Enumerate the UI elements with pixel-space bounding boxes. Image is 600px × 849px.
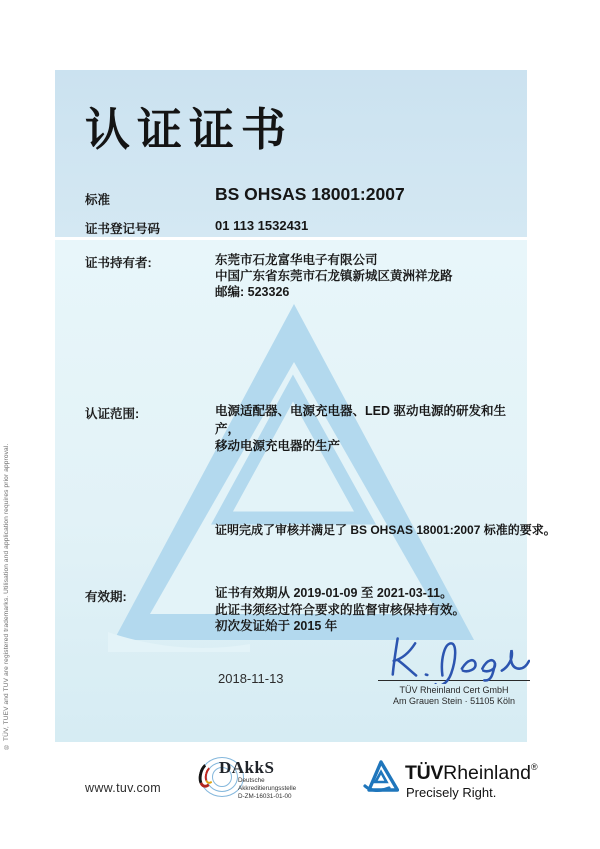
scope-line-2: 移动电源充电器的生产 [215, 439, 341, 453]
signer-organization: TÜV Rheinland Cert GmbH [399, 685, 509, 695]
validity-label: 有效期: [85, 590, 127, 604]
holder-label: 证书持有者: [85, 256, 152, 270]
registration-number-label: 证书登记号码 [85, 222, 161, 236]
signer-address: Am Grauen Stein · 51105 Köln [393, 696, 515, 706]
registered-mark: ® [530, 762, 538, 772]
validity-line-2: 此证书须经过符合要求的监督审核保持有效。 [215, 602, 466, 617]
registration-number-value: 01 113 1532431 [215, 218, 309, 233]
signature-line [378, 680, 530, 681]
holder-address: 中国广东省东莞市石龙镇新城区黄洲祥龙路 [215, 269, 453, 283]
tuv-tagline: Precisely Right. [406, 785, 497, 800]
standard-value: BS OHSAS 18001:2007 [215, 184, 405, 204]
validity-block [215, 585, 530, 635]
dakks-line-1: Deutsche [238, 777, 265, 784]
validity-line-3: 初次发证始于 2015 年 [215, 619, 338, 633]
scope-block [215, 403, 530, 456]
validity-line-1: 证书有效期从 2019-01-09 至 2021-03-11。 [215, 586, 453, 600]
audit-statement: 证明完成了审核并满足了 BS OHSAS 18001:2007 标准的要求。 [215, 523, 556, 537]
holder-block [215, 252, 525, 300]
tuv-brand-rest: Rheinland [443, 762, 531, 784]
dakks-line-3: D-ZM-16031-01-00 [238, 793, 292, 800]
tuv-website: www.tuv.com [85, 781, 161, 795]
tuv-triangle-icon [363, 760, 399, 794]
dakks-wordmark: DAkkS [219, 758, 275, 777]
tuv-brand-bold: TÜV [405, 762, 444, 784]
holder-name: 东莞市石龙富华电子有限公司 [215, 253, 378, 267]
trademark-side-note: ® TÜV, TUEV and TUV are registered trademarks. Utilisation and application requires prior approval. [3, 443, 10, 750]
scope-line-1: 电源适配器、电源充电器、LED 驱动电源的研发和生产， [215, 404, 506, 436]
issue-date: 2018-11-13 [218, 671, 284, 686]
tuv-brand-text [405, 762, 538, 785]
dakks-logo [198, 755, 318, 803]
signature-scribble-icon [384, 630, 530, 684]
dakks-accreditation-text [238, 777, 296, 801]
signature-area [378, 630, 530, 707]
holder-postal-code: 邮编: 523326 [215, 285, 290, 299]
page-title: 认证证书 [85, 104, 294, 155]
dakks-line-2: Akkreditierungsstelle [238, 785, 297, 792]
standard-label: 标准 [85, 193, 111, 207]
tuv-rheinland-logo [363, 758, 538, 804]
scope-label: 认证范围: [85, 407, 140, 421]
